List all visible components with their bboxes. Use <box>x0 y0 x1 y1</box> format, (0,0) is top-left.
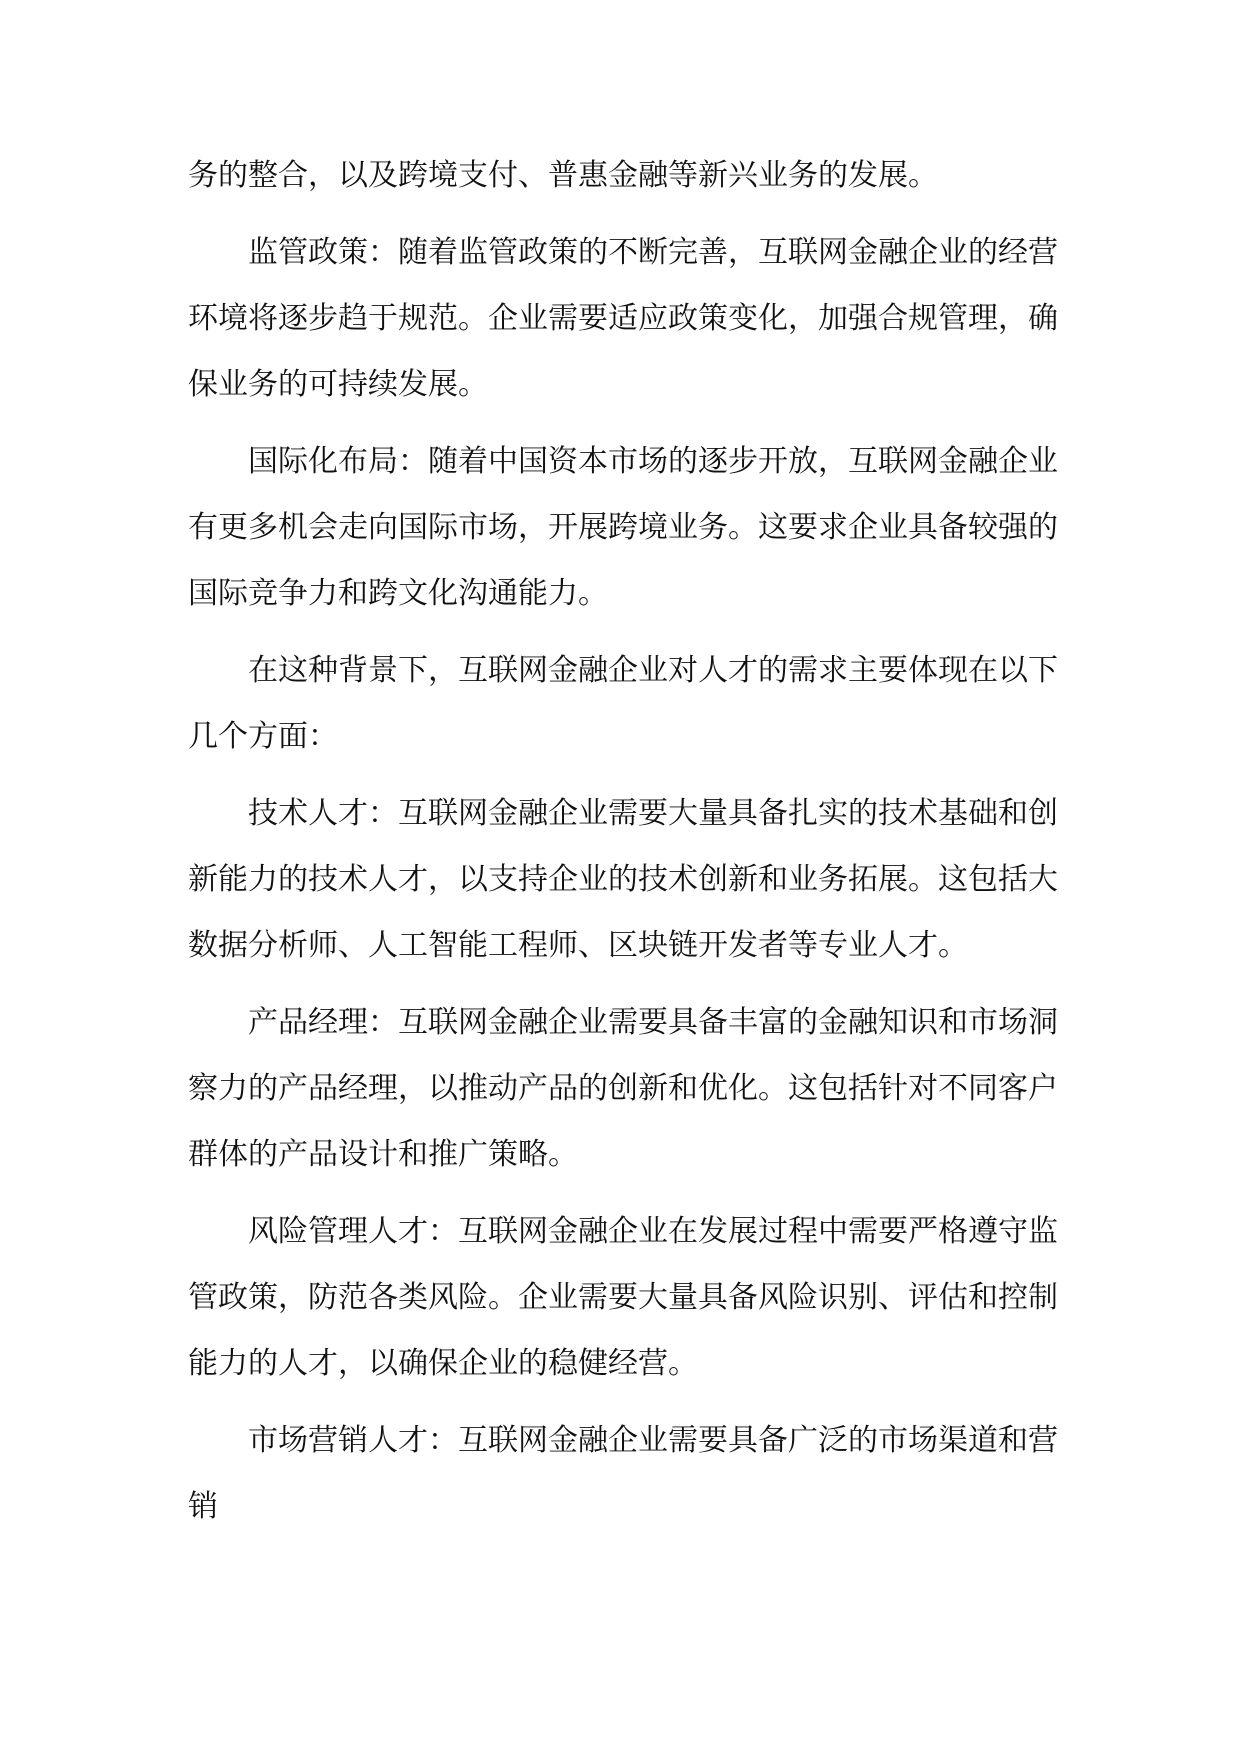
paragraph-product-manager: 产品经理：互联网金融企业需要具备丰富的金融知识和市场洞察力的产品经理，以推动产品的创新和优化。这包括针对不同客户群体的产品设计和推广策略。 <box>188 1005 1058 1172</box>
paragraph-continuation: 务的整合，以及跨境支付、普惠金融等新兴业务的发展。 <box>188 158 938 193</box>
paragraph-marketing-talent: 市场营销人才：互联网金融企业需要具备广泛的市场渠道和营销 <box>188 1423 1058 1524</box>
paragraph-talent-demand-intro: 在这种背景下，互联网金融企业对人才的需求主要体现在以下几个方面： <box>188 653 1058 754</box>
paragraph-regulatory-policy: 监管政策：随着监管政策的不断完善，互联网金融企业的经营环境将逐步趋于规范。企业需要适应政策变化，加强合规管理，确保业务的可持续发展。 <box>188 235 1058 402</box>
paragraph-technical-talent: 技术人才：互联网金融企业需要大量具备扎实的技术基础和创新能力的技术人才，以支持企业的技术创新和业务拓展。这包括大数据分析师、人工智能工程师、区块链开发者等专业人才。 <box>188 796 1058 963</box>
paragraph-risk-management-talent: 风险管理人才：互联网金融企业在发展过程中需要严格遵守监管政策，防范各类风险。企业需要大量具备风险识别、评估和控制能力的人才，以确保企业的稳健经营。 <box>188 1214 1058 1381</box>
paragraph-international-layout: 国际化布局：随着中国资本市场的逐步开放，互联网金融企业有更多机会走向国际市场，开展跨境业务。这要求企业具备较强的国际竞争力和跨文化沟通能力。 <box>188 444 1058 611</box>
document-body <box>188 143 1058 1551</box>
